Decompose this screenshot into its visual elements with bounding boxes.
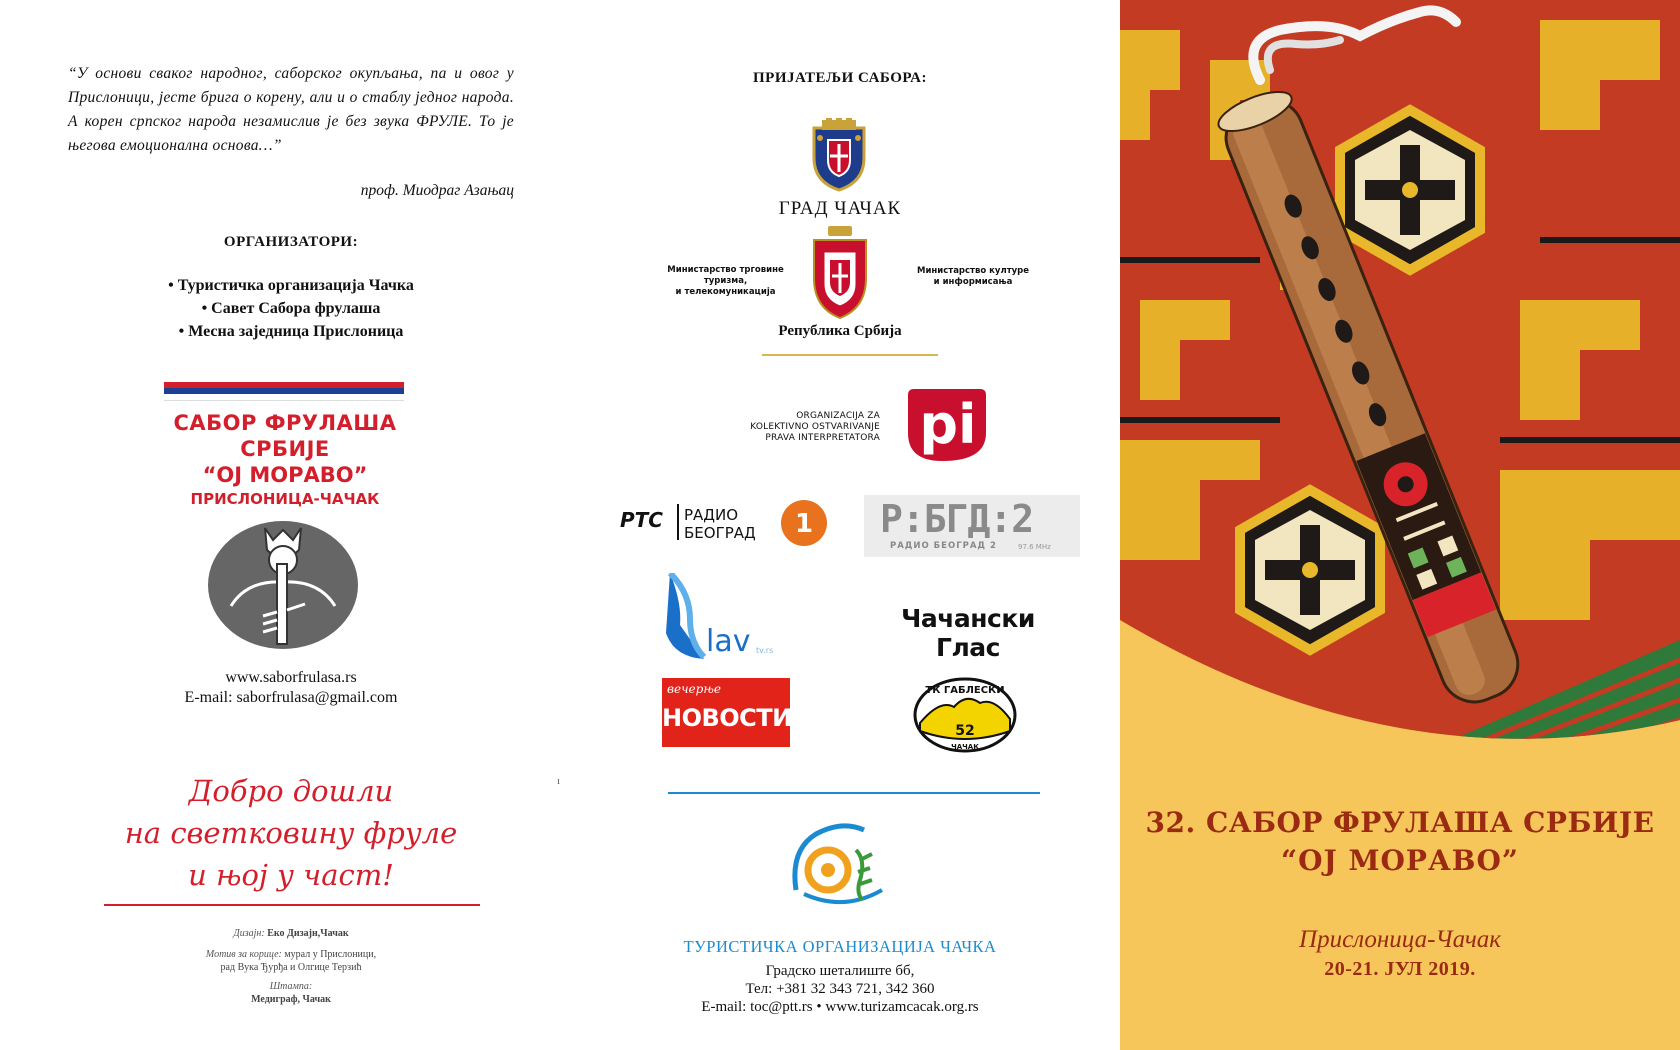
serbia-coat-of-arms-icon — [810, 226, 870, 320]
welcome-line: Добро дошли — [188, 774, 394, 808]
welcome-line: на светковину фруле — [124, 816, 458, 850]
pi-line: ORGANIZACIJA ZA — [796, 411, 880, 421]
print-credits — [68, 927, 514, 1006]
friends-heading: ПРИЈАТЕЉИ САБОРА: — [753, 70, 927, 86]
rts-line2: БЕОГРАД — [684, 524, 756, 542]
welcome-message — [68, 770, 514, 896]
novosti-big: НОВОСТИ — [662, 704, 792, 732]
organizers-heading: ОРГАНИЗАТОРИ: — [223, 234, 359, 250]
quote-author: проф. Миодраг Азањац — [360, 182, 514, 199]
credit-value: Еко Дизајн,Чачак — [267, 928, 349, 939]
sabor-logo-line2: “ОЈ МОРАВО” — [202, 463, 368, 487]
bgd2-sub: РАДИО БЕОГРАД 2 — [890, 541, 997, 551]
bgd2-main: Р:БГД:2 — [880, 497, 1034, 541]
pi-logo — [898, 389, 988, 461]
credit-value: Медиграф, Чачак — [251, 994, 331, 1005]
event-place: Прислоница-Чачак — [1299, 926, 1501, 953]
event-title-line1: 32. САБОР ФРУЛАША СРБИЈЕ — [1145, 806, 1655, 839]
credit-value: мурал у Прислоници, — [284, 949, 377, 960]
gabel-bottom: ЧАЧАК — [951, 743, 979, 751]
quote-text: “У основи сваког народног, саборског окупљања, па и овог у Прислоници, јесте брига о корену, али и о стаблу једног народа. А корен српског народа незамислив је без звука ФРУЛЕ. То је његова емоционална основа…” — [68, 65, 514, 154]
red-divider — [104, 904, 480, 906]
toc-phone: Тел: +381 32 343 721, 342 360 — [745, 981, 935, 997]
ministry-line: Министарство трговине — [667, 265, 784, 275]
gold-divider — [762, 354, 938, 356]
novosti-small: вечерње — [667, 682, 721, 696]
tk-gablesky-logo — [910, 673, 1020, 753]
sabor-logo-line1: САБОР ФРУЛАША СРБИЈЕ — [173, 411, 397, 461]
toc-name: ТУРИСТИЧКА ОРГАНИЗАЦИЈА ЧАЧКА — [683, 937, 997, 956]
sabor-logo-text — [150, 410, 420, 510]
ministry-line: туризма, — [703, 276, 748, 286]
rts-num: 1 — [794, 509, 814, 539]
bgd2-frequency: 97.6 MHz — [1018, 543, 1051, 551]
rts-line1: РАДИО — [684, 506, 739, 524]
credit-label: Штампа: — [269, 981, 313, 992]
radio-beograd-2-logo — [864, 495, 1080, 557]
grad-cacak-label: ГРАД ЧАЧАК — [778, 198, 902, 219]
organizers-list — [68, 274, 514, 343]
frula-player-emblem — [207, 520, 359, 650]
credit-value: рад Вука Ђурђа и Олгице Терзић — [220, 962, 362, 973]
rts-radio-beograd-logo — [618, 498, 830, 548]
credit-label: Дизајн: — [233, 928, 265, 939]
blue-divider — [668, 792, 1040, 794]
serbian-flag-stripe — [164, 382, 404, 400]
email-link[interactable]: E-mail: saborfrulasa@gmail.com — [184, 689, 398, 706]
cacak-coat-of-arms-icon — [802, 118, 876, 192]
credit-label: Мотив за корице: — [205, 949, 282, 960]
cacanski-glas-logo: Чачански Глас — [901, 604, 1035, 662]
toc-logo-icon — [786, 820, 890, 912]
sabor-logo-line3: ПРИСЛОНИЦА-ЧАЧАК — [190, 490, 380, 508]
toc-address: Градско шеталиште бб, — [765, 963, 915, 979]
pi-organization-text — [690, 411, 880, 444]
ministry-line: и телекомуникација — [675, 287, 776, 297]
ministry-line: и информисања — [933, 277, 1013, 287]
rts-brand: РТС — [620, 508, 663, 532]
event-title-line2: “ОЈ МОРАВО” — [1281, 844, 1519, 877]
gabel-num: 52 — [955, 723, 975, 739]
ministry-culture-label — [898, 266, 1048, 288]
vecernje-novosti-logo — [662, 678, 790, 747]
lav-sub: tv.rs — [756, 646, 774, 655]
pi-logo-text: pi — [919, 393, 977, 456]
website-link[interactable]: www.saborfrulasa.rs — [225, 669, 357, 686]
event-date: 20-21. ЈУЛ 2019. — [1324, 958, 1476, 980]
toc-email[interactable]: E-mail: toc@ptt.rs • www.turizamcacak.org.rs — [701, 999, 979, 1015]
frula-mural-artwork — [1120, 0, 1680, 754]
event-title — [1120, 804, 1680, 880]
welcome-line: и њој у част! — [188, 858, 394, 892]
stray-mark: ı — [557, 775, 561, 787]
gabel-top: ТК ГАБЛЕСКИ — [925, 685, 1005, 696]
lav-tv-logo — [664, 573, 784, 659]
toc-contact — [640, 962, 1040, 1016]
contact-block — [68, 668, 514, 708]
organizer-item: • Савет Сабора фрулаша — [201, 300, 381, 317]
organizer-item: • Месна заједница Прислоница — [178, 323, 404, 340]
organizer-item: • Туристичка организација Чачка — [168, 277, 414, 294]
pi-line: PRAVA INTERPRETATORA — [765, 433, 880, 443]
lav-text: lav — [706, 624, 751, 659]
pi-line: KOLEKTIVNO OSTVARIVANJE — [750, 422, 880, 432]
ministry-trade-label — [648, 265, 803, 298]
republika-srbija-label: Република Србија — [778, 323, 902, 339]
ministry-line: Министарство културе — [916, 266, 1030, 276]
